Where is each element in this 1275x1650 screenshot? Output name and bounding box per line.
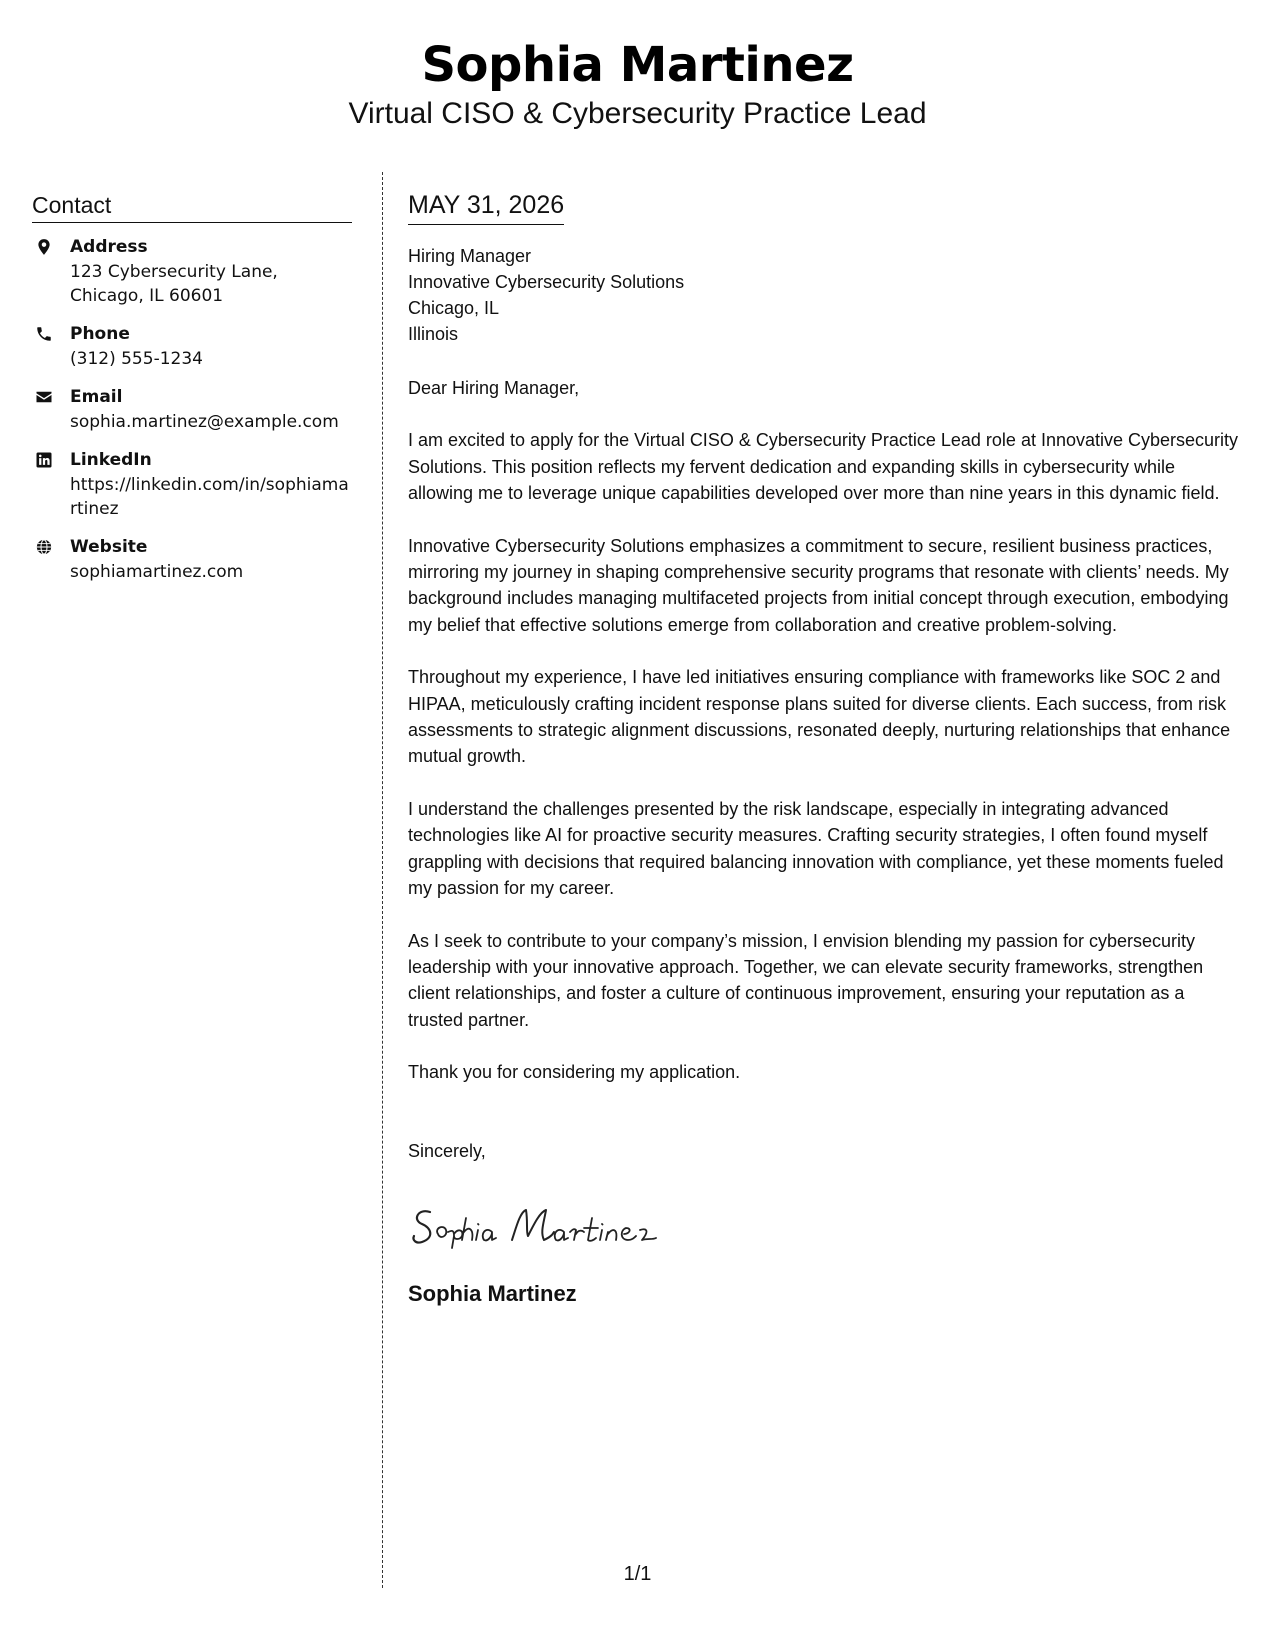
phone-value: (312) 555-1234 <box>70 349 203 369</box>
contact-label: Phone <box>70 324 130 344</box>
recipient-block <box>408 243 1243 347</box>
recipient-line: Hiring Manager <box>408 246 532 266</box>
contact-address <box>32 235 352 308</box>
map-marker-icon <box>32 235 70 308</box>
recipient-line: Chicago, IL <box>408 298 500 318</box>
recipient-line: Innovative Cybersecurity Solutions <box>408 272 685 292</box>
globe-icon <box>32 535 70 584</box>
salutation: Dear Hiring Manager, <box>408 378 580 398</box>
contact-label: LinkedIn <box>70 450 152 470</box>
website-value[interactable]: sophiamartinez.com <box>70 562 244 582</box>
letter-paragraph: Innovative Cybersecurity Solutions emphasizes a commitment to secure, resilient business practices, mirroring my journey in shaping comprehensive security programs that resonate with clients’ needs. My background includes managing multifaceted projects from initial concept through execution, embodying my belief that effective solutions emerge from collaboration and creative problem-solving. <box>408 535 1229 635</box>
closing: Sincerely, <box>408 1140 486 1161</box>
contact-sidebar <box>32 190 352 598</box>
applicant-name: Sophia Martinez <box>421 37 854 93</box>
contact-website <box>32 535 352 584</box>
contact-label: Website <box>70 537 148 557</box>
letter-paragraph: I understand the challenges presented by the risk landscape, especially in integrating advanced technologies like AI for proactive security measures. Crafting security strategies, I often found myself grappling with decisions that required balancing innovation with compliance, yet these moments fueled my passion for my career. <box>408 798 1224 899</box>
applicant-title: Virtual CISO & Cybersecurity Practice Lead <box>348 97 927 130</box>
contact-phone <box>32 322 352 371</box>
signer-name: Sophia Martinez <box>408 1281 577 1307</box>
letter-paragraph: I am excited to apply for the Virtual CISO & Cybersecurity Practice Lead role at Innovative Cybersecurity Solutions. This position reflects my fervent dedication and expanding skills in cybersecurity while allowing me to leverage unique capabilities developed over more than nine years in this dynamic field. <box>408 430 1239 504</box>
contact-email <box>32 385 352 434</box>
contact-label: Address <box>70 237 148 257</box>
page-number: 1/1 <box>623 1563 652 1585</box>
handwritten-signature <box>408 1198 678 1250</box>
letter-paragraph: Throughout my experience, I have led initiatives ensuring compliance with frameworks like SOC 2 and HIPAA, meticulously crafting incident response plans suited for diverse clients. Each success, from risk assessments to strategic alignment discussions, resonated deeply, nurturing relationships that enhance mutual growth. <box>408 667 1231 767</box>
phone-icon <box>32 322 70 371</box>
envelope-icon <box>32 385 70 434</box>
letter-paragraph: As I seek to contribute to your company’s mission, I envision blending my passion for cybersecurity leadership with your innovative approach. Together, we can elevate security frameworks, strengthen client relationships, and foster a culture of continuous improvement, ensuring your reputation as a trusted partner. <box>408 930 1204 1030</box>
linkedin-icon <box>32 448 70 521</box>
contact-linkedin <box>32 448 352 521</box>
recipient-line: Illinois <box>408 324 459 344</box>
contact-heading: Contact <box>32 190 352 223</box>
letter-date: MAY 31, 2026 <box>408 188 564 225</box>
email-value[interactable]: sophia.martinez@example.com <box>70 412 339 432</box>
letter-header <box>0 36 1275 134</box>
column-divider <box>382 172 383 1588</box>
contact-label: Email <box>70 387 123 407</box>
letter-paragraph: Thank you for considering my application. <box>408 1062 741 1083</box>
letter-body <box>408 188 1243 1309</box>
linkedin-value[interactable]: https://linkedin.com/in/sophiamartinez <box>70 475 349 519</box>
address-value: 123 Cybersecurity Lane, Chicago, IL 60601 <box>70 262 278 306</box>
